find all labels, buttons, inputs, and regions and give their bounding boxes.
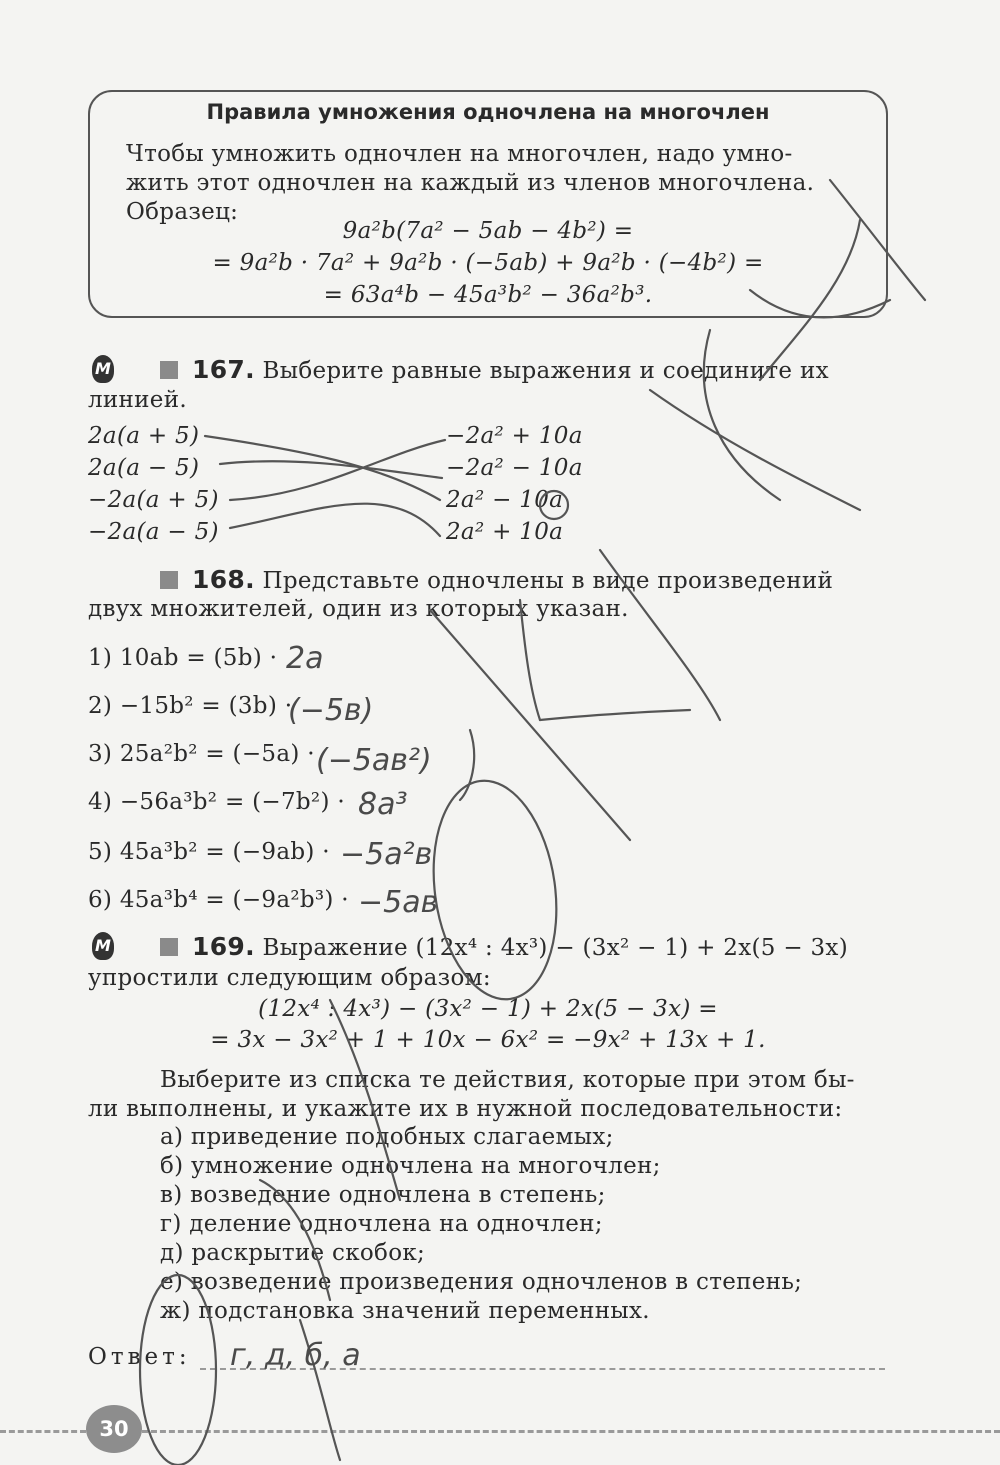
task168-item-6: 6) 45a³b⁴ = (−9a²b³) · [88,887,349,913]
task169-number: 169. [192,932,255,961]
match-line [220,461,442,478]
task168-text-line1: Представьте одночлены в виде произведений [262,568,834,594]
answer-168-1: 2a [286,641,324,676]
answer-label: Ответ: [88,1344,191,1370]
match-line [205,436,440,500]
scribble-oval [140,1275,216,1465]
m-badge-icon: M [92,932,114,960]
task169-text-line1: Выражение (12x⁴ : 4x³) − (3x² − 1) + 2x(5 − 3x) [262,935,848,961]
scribble-oval [420,773,569,1008]
task169-option-e: е) возведение произведения одночленов в степень; [160,1269,803,1295]
task167-text-line2: линией. [88,387,187,413]
task169-option-b: б) умножение одночлена на многочлен; [160,1153,661,1179]
scribble-stroke [430,610,630,840]
scribble-stroke [260,1180,330,1300]
circle-mark [540,491,568,519]
task167-left-3: −2a(a + 5) [88,487,219,513]
task169-text-line2: упростили следующим образом: [88,965,491,991]
task169-option-d: д) раскрытие скобок; [160,1240,426,1266]
rule-equation-3: = 63a⁴b − 45a³b² − 36a²b³. [323,282,653,308]
task169-equation-2: = 3x − 3x² + 1 + 10x − 6x² = −9x² + 13x + 1. [210,1027,766,1053]
rule-equation-2: = 9a²b · 7a² + 9a²b · (−5ab) + 9a²b · (−4b²) = [212,250,764,276]
task169-text-line4: ли выполнены, и укажите их в нужной последовательности: [88,1096,843,1122]
task169-option-v: в) возведение одночлена в степень; [160,1182,606,1208]
task167-left-2: 2a(a − 5) [88,455,200,481]
task167-text-line1: Выберите равные выражения и соедините их [262,358,829,384]
scribble-stroke [520,600,540,720]
answer-168-2: (−5в) [288,693,374,728]
answer-168-5: −5a²в [340,837,433,872]
task167-left-4: −2a(a − 5) [88,519,219,545]
answer-168-4: 8a³ [358,787,408,822]
task169-option-zh: ж) подстановка значений переменных. [160,1298,650,1324]
task167-right-1: −2a² + 10a [446,423,583,449]
scribble-stroke [540,710,690,720]
task168-item-3: 3) 25a²b² = (−5a) · [88,741,315,767]
scribble-stroke [704,330,780,500]
answer-168-3: (−5ав²) [316,743,432,778]
task167-right-2: −2a² − 10a [446,455,583,481]
rule-text-line2: жить этот одночлен на каждый из членов многочлена. [126,170,815,196]
rule-equation-1: 9a²b(7a² − 5ab − 4b²) = [342,218,634,244]
scribble-stroke [330,1000,400,1200]
task169-equation-1: (12x⁴ : 4x³) − (3x² − 1) + 2x(5 − 3x) = [258,996,718,1022]
task168-item-1: 1) 10ab = (5b) · [88,645,278,671]
rule-text-line1: Чтобы умножить одночлен на многочлен, надо умно- [126,141,793,167]
task168-number: 168. [192,565,255,594]
task167-number: 167. [192,355,255,384]
match-line [230,504,440,536]
answer-168-6: −5aв [358,885,439,920]
m-badge-icon: M [92,355,114,383]
scribble-stroke [600,550,720,720]
task168-text-line2: двух множителей, один из которых указан. [88,596,629,622]
rule-sample-label: Образец: [126,199,239,225]
rule-title: Правила умножения одночлена на многочлен [206,100,770,124]
task169-option-a: а) приведение подобных слагаемых; [160,1124,614,1150]
match-line [230,440,445,500]
task167-left-1: 2a(a + 5) [88,423,200,449]
task169-text-line3: Выберите из списка те действия, которые при этом бы- [160,1067,855,1093]
scribble-stroke [650,390,860,510]
task168-item-4: 4) −56a³b² = (−7b²) · [88,789,345,815]
scribble-stroke [830,180,925,300]
task168-item-2: 2) −15b² = (3b) · [88,693,293,719]
task168-item-5: 5) 45a³b² = (−9ab) · [88,839,330,865]
task169-option-g: г) деление одночлена на одночлен; [160,1211,603,1237]
task167-right-3: 2a² − 10a [446,487,564,513]
task167-right-4: 2a² + 10a [446,519,564,545]
scribble-stroke [760,220,860,380]
answer-169: г, д, б, а [230,1338,361,1373]
page-number: 30 [86,1405,142,1453]
